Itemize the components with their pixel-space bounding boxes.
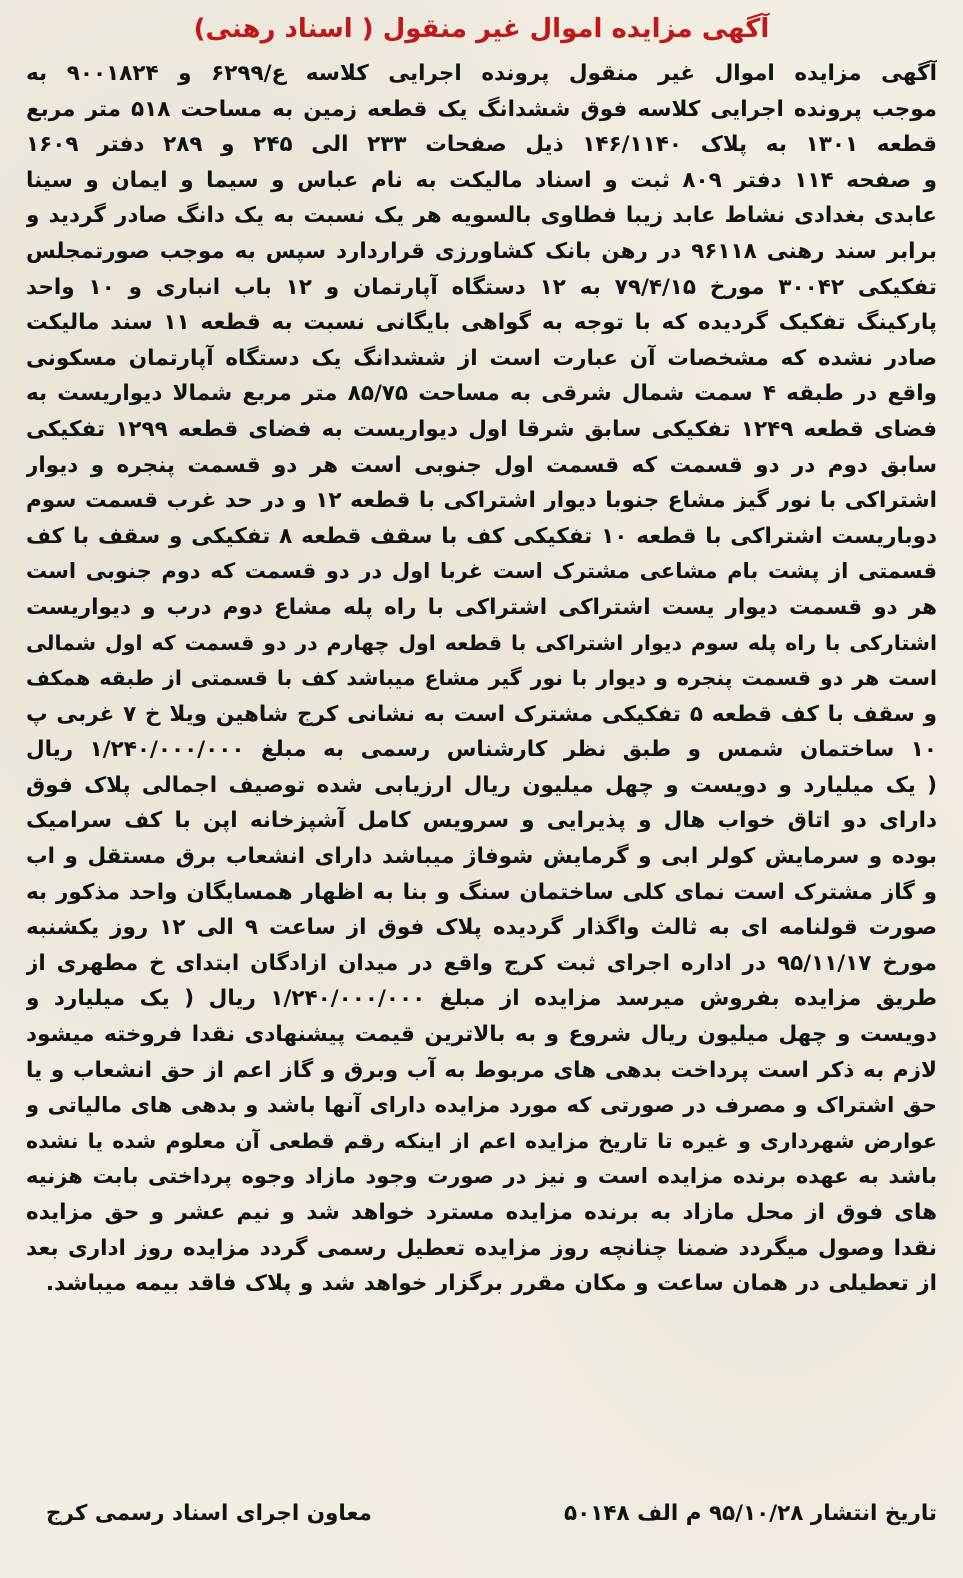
body-line: صورت قولنامه ای به ثالث واگذار گردیده پلاک فوق از ساعت ۹ الی ۱۲ روز یکشنبه — [26, 915, 937, 941]
body-line: طریق مزایده بفروش میرسد مزایده از مبلغ ۱/۲۴۰/۰۰۰/۰۰۰ ریال ( یک میلیارد و — [26, 986, 937, 1012]
body-line: لازم به ذکر است پرداخت بدهی های مربوط به آب وبرق و گاز اعم از حق انشعاب و یا — [26, 1057, 937, 1083]
announcement-body — [26, 56, 937, 1302]
announcement-title: آگهی مزایده اموال غیر منقول ( اسناد رهنی) — [193, 14, 770, 44]
body-line: باشد به عهده برنده مزایده است و نیز در صورت وجود مازاد وجوه پرداختی بابت هزنیه — [26, 1164, 937, 1189]
body-line: قسمتی از پشت بام مشاعی مشترک است غربا اول در دو قسمت که دوم جنوبی است — [26, 559, 937, 584]
body-line: عابدی بغدادی نشاط عابد زیبا فطاوی بالسویه هر یک نسبت به یک دانگ صادر گردید و — [26, 203, 937, 229]
announcement-footer — [26, 1496, 937, 1532]
body-line: اشتارکی با راه پله سوم دیوار اشتراکی با قطعه اول چهارم در دو قسمت که اول شمالی — [26, 630, 937, 655]
body-line: دویست و چهل میلیون ریال شروع و به بالاترین قیمت پیشنهادی نقدا فروخته میشود — [26, 1022, 937, 1048]
body-line: بوده و سرمایش کولر ابی و گرمایش شوفاژ میباشد دارای انشعاب برق مستقل و اب — [26, 844, 937, 870]
body-line: عوارض شهرداری و غیره تا تاریخ مزایده اعم از اینکه رقم قطعی آن معلوم شده یا نشده — [26, 1128, 937, 1153]
body-line: از تعطیلی در همان ساعت و مکان مقرر برگزار خواهد شد و پلاک فاقد بیمه میباشد. — [45, 1271, 937, 1297]
body-line: برابر سند رهنی ۹۶۱۱۸ در رهن بانک کشاورزی قراردارد سپس به موجب صورتمجلس — [26, 238, 937, 264]
body-line: واقع در طبقه ۴ سمت شمال شرقی به مساحت ۸۵/۷۵ متر مربع شمالا دیواریست به — [26, 381, 937, 407]
body-line: دوباریست اشتراکی با قطعه ۱۰ تفکیکی کف با سقف قطعه ۸ تفکیکی و سقف با کف — [26, 523, 937, 549]
body-line: ( یک میلیارد و دویست و چهل میلیون ریال ارزیابی شده توصیف اجمالی پلاک فوق — [26, 772, 937, 798]
body-line: و سقف با کف قطعه ۵ تفکیکی مشترک است به نشانی کرج شاهین ویلا خ ۷ غربی پ — [26, 701, 937, 727]
body-line: صادر نشده که مشخصات آن عبارت است از ششدانگ یک دستگاه آپارتمان مسکونی — [26, 345, 937, 371]
body-line: فضای قطعه ۱۲۴۹ تفکیکی سابق شرقا اول دیواریست به فضای قطعه ۱۲۹۹ تفکیکی — [26, 416, 937, 442]
body-line: حق اشتراک و مصرف در صورتی که مورد مزایده دارای آنها باشد و بدهی های مالیاتی و — [26, 1093, 937, 1118]
body-line: مورخ ۹۵/۱۱/۱۷ در اداره اجرای ثبت کرج واقع در میدان ازادگان ابتدای خ مطهری از — [26, 950, 937, 976]
body-line: نقدا وصول میگردد ضمنا چنانچه روز مزایده تعطیل رسمی گردد مزایده روز اداری بعد — [26, 1235, 937, 1261]
body-line: است هر دو قسمت پنجره و دیوار با نور گیر مشاع میباشد کف با قسمتی از طبقه همکف — [26, 666, 937, 691]
body-line: دارای دو اتاق خواب هال و پذیرایی و سرویس کامل آشپزخانه اپن با کف سرامیک — [26, 808, 937, 834]
body-line: سابق دوم در دو قسمت که قسمت اول جنوبی است هر دو قسمت پنجره و دیوار — [26, 452, 937, 478]
body-line: اشتراکی با نور گیز مشاع جنوبا دیوار اشتراکی با قطعه ۱۲ و در حد غرب قسمت سوم — [26, 488, 937, 514]
body-line: های فوق از محل مازاد به برنده مزایده مسترد خواهد شد و نیم عشر و حق مزایده — [26, 1200, 937, 1225]
signer-title: معاون اجرای اسناد رسمی کرج — [46, 1501, 372, 1526]
body-line: پارکینگ تفکیک گردیده که با توجه به گواهی بایگانی نسبت به قطعه ۱۱ سند مالیکت — [26, 310, 937, 336]
publish-date: تاریخ انتشار ۹۵/۱۰/۲۸ م الف ۵۰۱۴۸ — [564, 1501, 937, 1526]
body-line: و صفحه ۱۱۴ دفتر ۸۰۹ ثبت و اسناد مالیکت به نام عباس و سیما و ایمان و سینا — [26, 167, 937, 193]
body-line: تفکیکی ۳۰۰۴۲ مورخ ۷۹/۴/۱۵ به ۱۲ دستگاه آپارتمان و ۱۲ باب انباری و ۱۰ واحد — [26, 274, 937, 300]
body-line: ۱۰ ساختمان شمس و طبق نظر کارشناس رسمی به مبلغ ۱/۲۴۰/۰۰۰/۰۰۰ ریال — [26, 737, 937, 763]
body-line: آگهی مزایده اموال غیر منقول پرونده اجرایی کلاسه ع/۶۲۹۹ و ۹۰۰۱۸۲۴ به — [26, 61, 937, 86]
body-line: هر دو قسمت دیوار یست اشتراکی اشتراکی با راه پله مشاع دوم درب و دیواریست — [26, 594, 937, 620]
body-line: و گاز مشترک است نمای کلی ساختمان سنگ و بنا به اظهار همسایگان واحد مذکور به — [26, 879, 937, 905]
body-line: قطعه ۱۳۰۱ به پلاک ۱۴۶/۱۱۴۰ ذیل صفحات ۲۳۳ الی ۲۴۵ و ۲۸۹ دفتر ۱۶۰۹ — [26, 132, 937, 158]
body-line: موجب پرونده اجرایی کلاسه فوق ششدانگ یک قطعه زمین به مساحت ۵۱۸ متر مربع — [26, 96, 937, 122]
